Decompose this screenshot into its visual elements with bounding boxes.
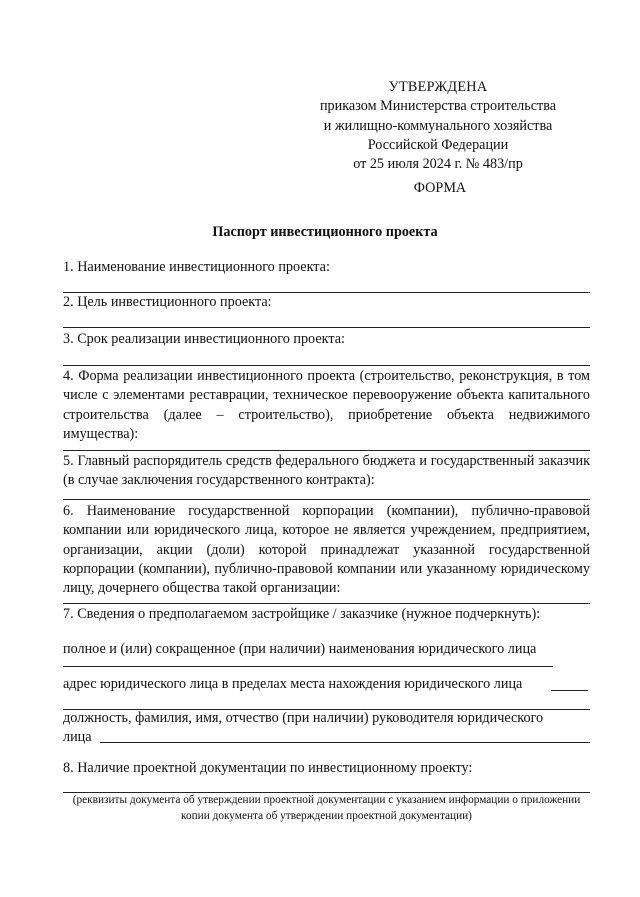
item-6-label: 6. Наименование государственной корпорации (компании), публично-правовой компании или юридического лица, которое не является учреждением, предприятием, организации, акции (доли) которой принадлежат указанной государственной корпорации (компании), публично-правовой компании или указанному юридическому лицу, дочернего общества такой организации: bbox=[63, 503, 590, 597]
item-7a-answer-line[interactable] bbox=[63, 666, 553, 667]
item-7b-inline-blank[interactable] bbox=[551, 690, 588, 691]
item-7c-label-cont: лица bbox=[63, 729, 92, 745]
item-6-answer-line[interactable] bbox=[63, 603, 590, 604]
item-5-answer-line[interactable] bbox=[63, 499, 590, 500]
item-5-label: 5. Главный распорядитель средств федерального бюджета и государственный заказчик (в случае заключения государственного контракта): bbox=[63, 453, 590, 489]
approval-line: от 25 июля 2024 г. № 483/пр bbox=[353, 156, 523, 173]
item-7a-label: полное и (или) сокращенное (при наличии) наименования юридического лица bbox=[63, 641, 537, 657]
form-label: ФОРМА bbox=[413, 180, 467, 196]
item-8-caption: (реквизиты документа об утверждении проектной документации с указанием информации о приложении копии документа об утверждении проектной документации) bbox=[72, 794, 581, 822]
approval-heading: УТВЕРЖДЕНА bbox=[388, 79, 488, 95]
item-1-label: 1. Наименование инвестиционного проекта: bbox=[63, 259, 330, 275]
item-2-label: 2. Цель инвестиционного проекта: bbox=[63, 294, 272, 310]
item-4-label: 4. Форма реализации инвестиционного проекта (строительство, реконструкция, в том числе с элементами реставрации, техническое перевооружение объекта капитального строительства (далее – строительство), приобретение объекта недвижимого имущества): bbox=[63, 368, 590, 442]
item-7-label: 7. Сведения о предполагаемом застройщике / заказчике (нужное подчеркнуть): bbox=[63, 606, 541, 622]
item-7b-label: адрес юридического лица в пределах места нахождения юридического лица bbox=[63, 676, 523, 692]
approval-line: приказом Министерства строительства bbox=[319, 98, 557, 115]
item-4-answer-line[interactable] bbox=[63, 450, 590, 451]
approval-line: Российской Федерации bbox=[367, 136, 509, 153]
item-7c-answer-line[interactable] bbox=[100, 742, 590, 743]
item-3-label: 3. Срок реализации инвестиционного проекта: bbox=[63, 331, 345, 347]
item-2-answer-line[interactable] bbox=[63, 327, 590, 328]
document-title: Паспорт инвестиционного проекта bbox=[212, 224, 438, 240]
item-3-answer-line[interactable] bbox=[63, 365, 590, 366]
item-8-label: 8. Наличие проектной документации по инвестиционному проекту: bbox=[63, 760, 473, 776]
approval-block bbox=[300, 78, 576, 174]
approval-line: и жилищно-коммунального хозяйства bbox=[323, 117, 553, 134]
item-7c-label: должность, фамилия, имя, отчество (при наличии) руководителя юридического bbox=[63, 710, 544, 726]
